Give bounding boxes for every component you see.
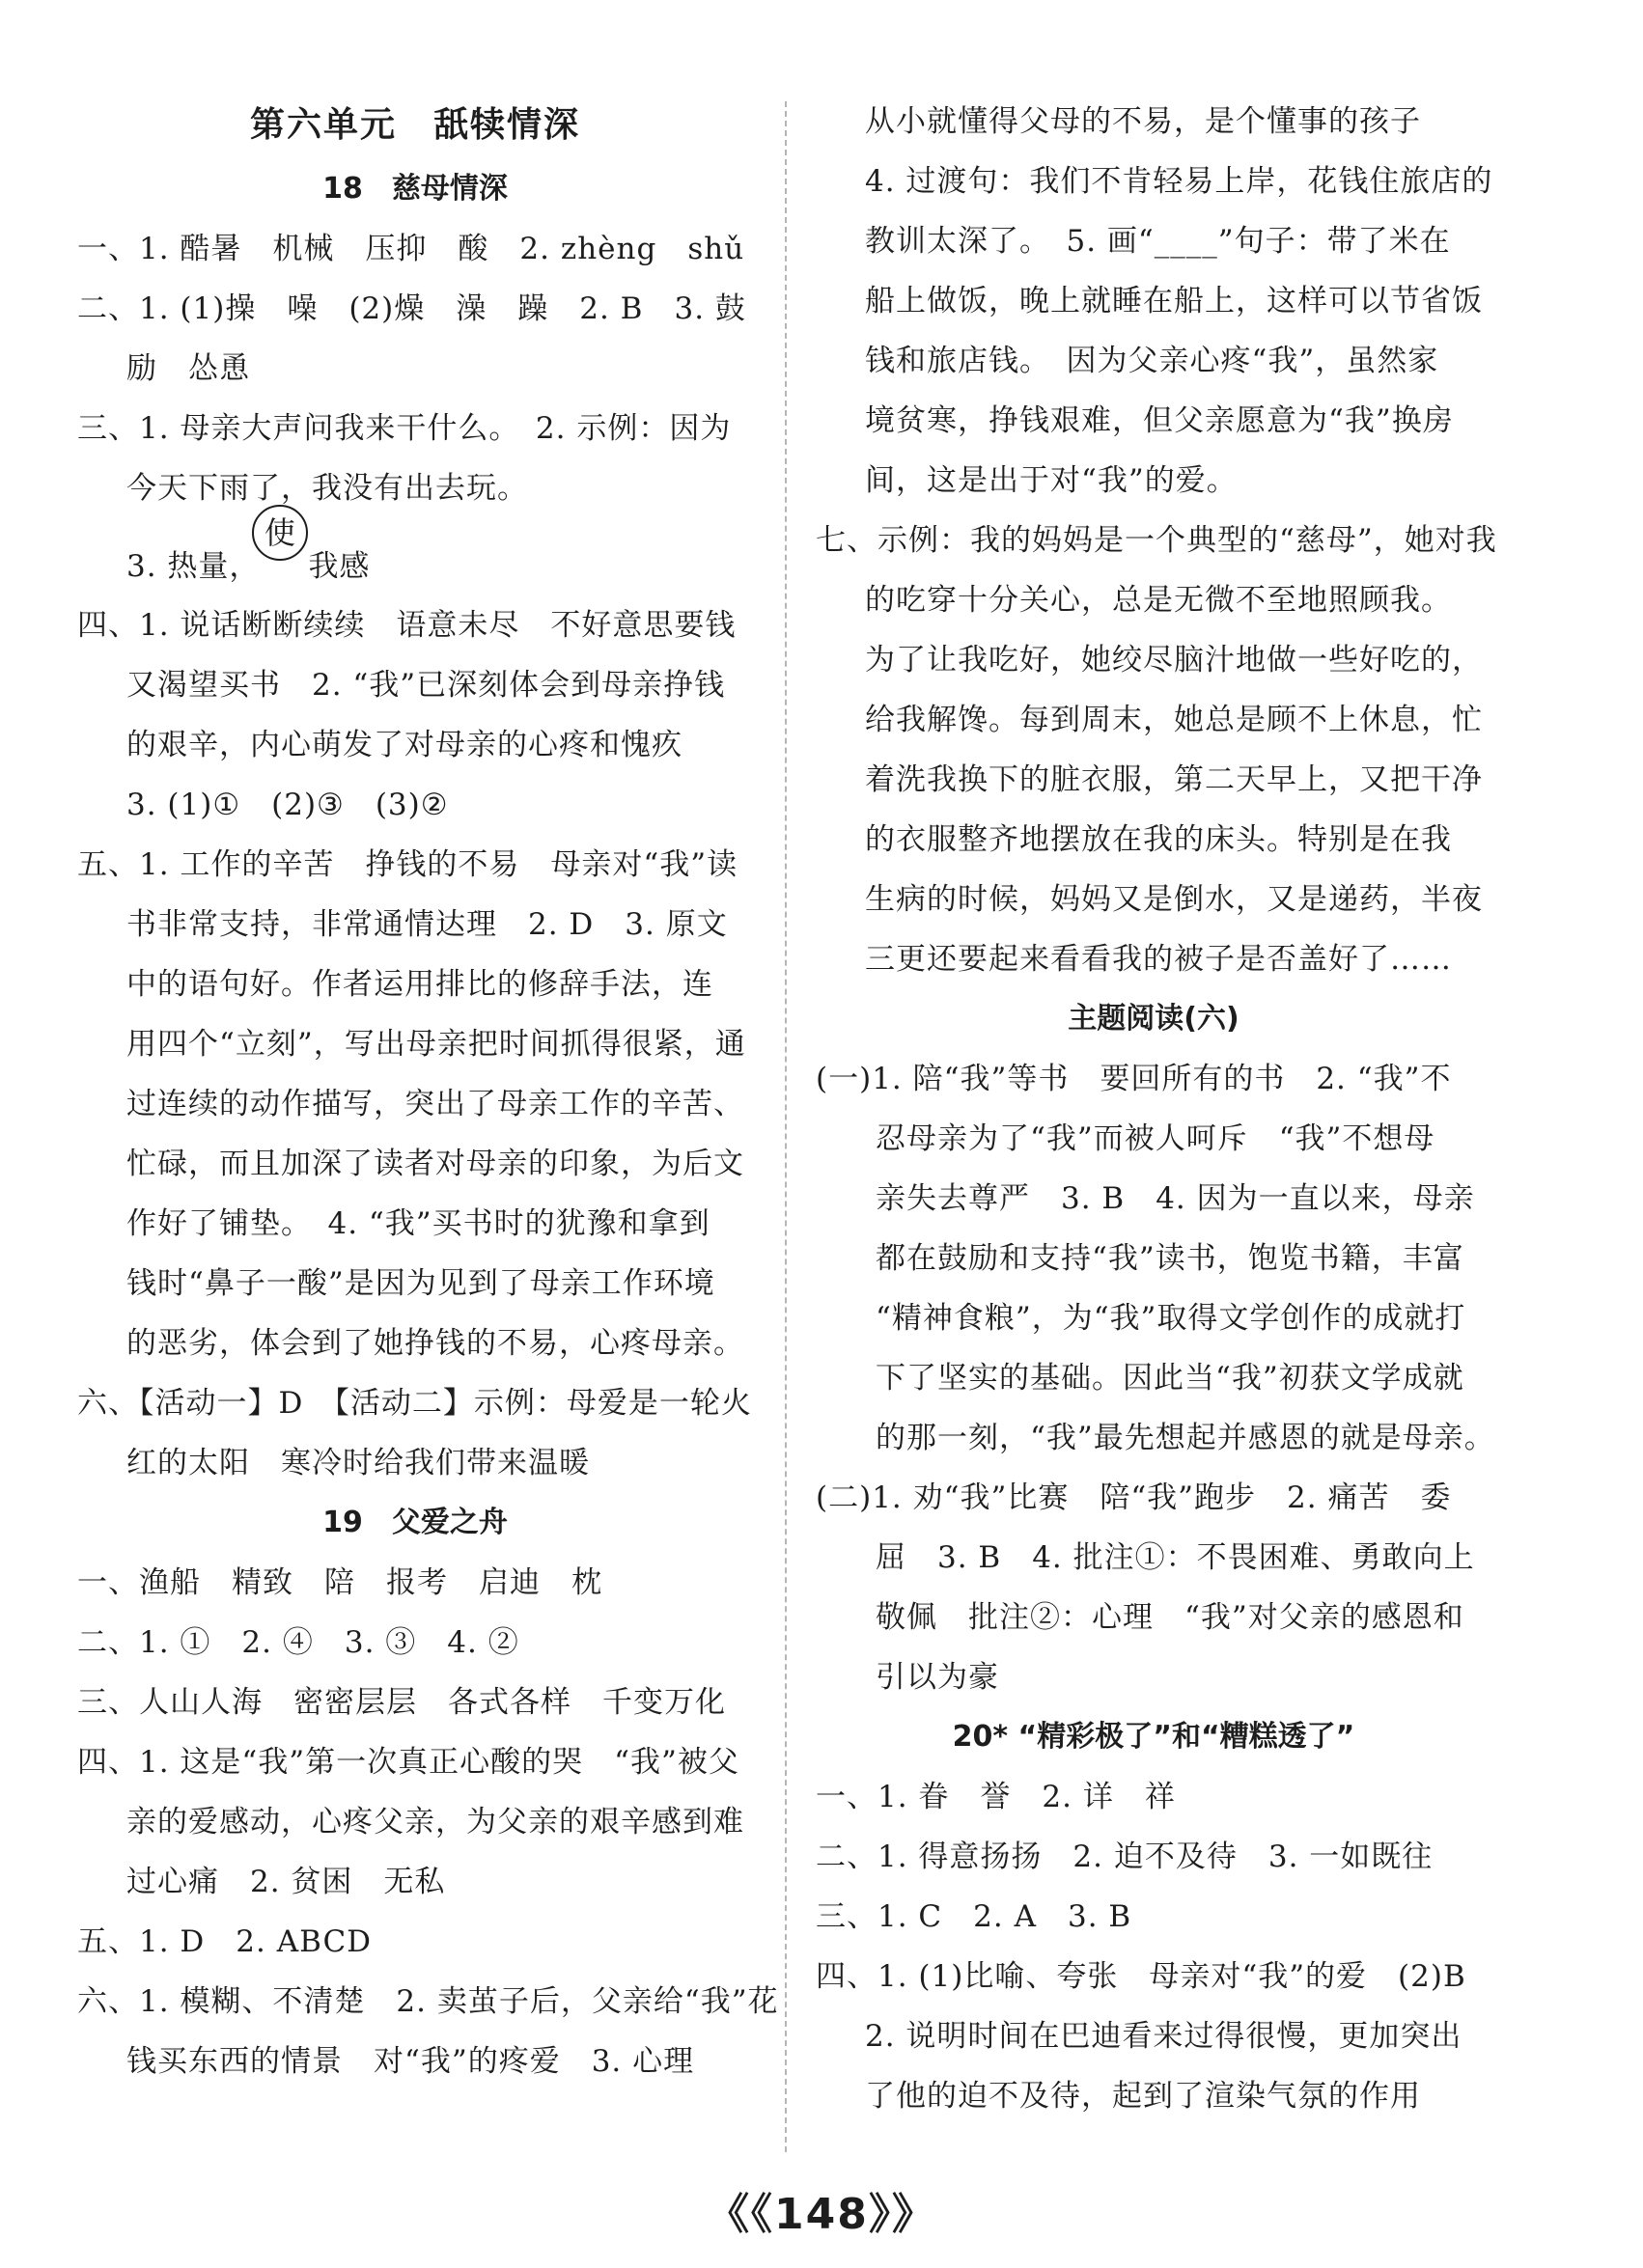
answer-line: 敬佩 批注②：心理 “我”对父亲的感恩和 bbox=[876, 1600, 1464, 1635]
answer-line: 船上做饭，晚上就睡在船上，这样可以节省饭 bbox=[865, 284, 1483, 318]
answer-line: 作好了铺垫。 4. “我”买书时的犹豫和拿到 bbox=[126, 1206, 710, 1241]
answer-line: 中的语句好。作者运用排比的修辞手法，连 bbox=[126, 967, 713, 1002]
answer-line: 2. 说明时间在巴迪看来过得很慢，更加突出 bbox=[865, 2019, 1462, 2054]
answer-line: 用四个“立刻”，写出母亲把时间抓得很紧，通 bbox=[126, 1027, 746, 1062]
answer-line: 二、1. 得意扬扬 2. 迫不及待 3. 一如既往 bbox=[816, 1839, 1434, 1874]
answer-line: 的艰辛，内心萌发了对母亲的心疼和愧疚 bbox=[126, 728, 682, 762]
answer-line: 钱时“鼻子一酸”是因为见到了母亲工作环境 bbox=[126, 1266, 715, 1301]
answer-line: 四、1. 说话断断续续 语意未尽 不好意思要钱 bbox=[77, 608, 737, 643]
answer-line: 四、1. (1)比喻、夸张 母亲对“我”的爱 (2)B bbox=[816, 1959, 1466, 1994]
answer-line: 屈 3. B 4. 批注①：不畏困难、勇敢向上 bbox=[876, 1540, 1475, 1575]
answer-line: 3. (1)① (2)③ (3)② bbox=[126, 788, 449, 822]
answer-line: 间，这是出于对“我”的爱。 bbox=[865, 463, 1238, 498]
answer-line: 给我解馋。每到周末，她总是顾不上休息，忙 bbox=[865, 703, 1483, 737]
answer-line: 六、1. 模糊、不清楚 2. 卖茧子后，父亲给“我”花 bbox=[77, 1984, 779, 2019]
answer-line: 下了坚实的基础。因此当“我”初获文学成就 bbox=[876, 1361, 1464, 1396]
answer-line: 引以为豪 bbox=[876, 1660, 999, 1695]
answer-line: 从小就懂得父母的不易，是个懂事的孩子 bbox=[865, 104, 1421, 139]
page-number: 《《148》》 bbox=[707, 2190, 936, 2239]
lesson-18-title: 18 慈母情深 bbox=[322, 172, 508, 206]
unit-title: 第六单元 舐犊情深 bbox=[249, 105, 580, 145]
lesson-20-title: 20* “精彩极了”和“糟糕透了” bbox=[952, 1720, 1355, 1754]
theme-reading-title: 主题阅读(六) bbox=[1068, 1002, 1239, 1036]
answer-line bbox=[77, 514, 753, 595]
answer-line: 过连续的动作描写，突出了母亲工作的辛苦、 bbox=[126, 1087, 744, 1121]
answer-line: 五、1. 工作的辛苦 挣钱的不易 母亲对“我”读 bbox=[77, 847, 738, 882]
answer-line: 今天下雨了，我没有出去玩。 bbox=[126, 471, 528, 506]
answer-line: 三、1. 母亲大声问我来干什么。 2. 示例：因为 bbox=[77, 411, 732, 446]
answer-line: 的吃穿十分关心，总是无微不至地照顾我。 bbox=[865, 583, 1452, 618]
answer-line: 一、1. 酷暑 机械 压抑 酸 2. zhèng shǔ bbox=[77, 232, 745, 266]
answer-line: 的那一刻，“我”最先想起并感恩的就是母亲。 bbox=[876, 1421, 1495, 1455]
answer-line: 五、1. D 2. ABCD bbox=[77, 1924, 373, 1959]
answer-line: 为了让我吃好，她绞尽脑汁地做一些好吃的， bbox=[865, 643, 1483, 678]
insert-mark-circle: 使 bbox=[252, 505, 308, 561]
answer-line: 教训太深了。 5. 画“____”句子：带了米在 bbox=[865, 224, 1451, 259]
answer-line: 三、1. C 2. A 3. B bbox=[816, 1899, 1132, 1934]
answer-line: 境贫寒，挣钱艰难，但父亲愿意为“我”换房 bbox=[865, 403, 1454, 438]
answer-line: 四、1. 这是“我”第一次真正心酸的哭 “我”被父 bbox=[77, 1745, 739, 1780]
left-column bbox=[77, 92, 779, 2091]
answer-line: 过心痛 2. 贫困 无私 bbox=[126, 1865, 446, 1899]
answer-line: 一、渔船 精致 陪 报考 启迪 枕 bbox=[77, 1565, 602, 1600]
answer-line: 红的太阳 寒冷时给我们带来温暖 bbox=[126, 1446, 590, 1480]
answer-line: 亲的爱感动，心疼父亲，为父亲的艰辛感到难 bbox=[126, 1805, 744, 1839]
answer-line: 一、1. 眷 誉 2. 详 祥 bbox=[816, 1780, 1176, 1814]
answer-line: 生病的时候，妈妈又是倒水，又是递药，半夜 bbox=[865, 882, 1483, 917]
answer-line: 三更还要起来看看我的被子是否盖好了…… bbox=[865, 942, 1452, 977]
answer-line: 的恶劣，体会到了她挣钱的不易，心疼母亲。 bbox=[126, 1326, 744, 1361]
answer-line: 二、1. (1)操 噪 (2)燥 澡 躁 2. B 3. 鼓 bbox=[77, 291, 746, 326]
answer-line: 4. 过渡句：我们不肯轻易上岸，花钱住旅店的 bbox=[865, 164, 1493, 199]
answer-line: 钱买东西的情景 对“我”的疼爱 3. 心理 bbox=[126, 2044, 695, 2079]
answer-line: 着洗我换下的脏衣服，第二天早上，又把干净 bbox=[865, 762, 1483, 797]
answer-line: 的衣服整齐地摆放在我的床头。特别是在我 bbox=[865, 822, 1452, 857]
answer-line: 都在鼓励和支持“我”读书，饱览书籍，丰富 bbox=[876, 1241, 1464, 1276]
answer-line: 忍母亲为了“我”而被人呵斥 “我”不想母 bbox=[876, 1121, 1435, 1156]
right-column bbox=[816, 92, 1497, 2126]
answer-text: 3. 热量， bbox=[126, 549, 261, 584]
answer-line: 亲失去尊严 3. B 4. 因为一直以来，母亲 bbox=[876, 1181, 1475, 1216]
lesson-19-title: 19 父爱之舟 bbox=[322, 1506, 508, 1539]
answer-line: 二、1. ① 2. ④ 3. ③ 4. ② bbox=[77, 1625, 519, 1660]
answer-line: 书非常支持，非常通情达理 2. D 3. 原文 bbox=[126, 907, 728, 942]
answer-line: (二)1. 劝“我”比赛 陪“我”跑步 2. 痛苦 委 bbox=[816, 1480, 1452, 1515]
answer-line: 忙碌，而且加深了读者对母亲的印象，为后文 bbox=[126, 1147, 744, 1181]
answer-line: 了他的迫不及待，起到了渲染气氛的作用 bbox=[865, 2079, 1421, 2114]
answer-line: 钱和旅店钱。 因为父亲心疼“我”，虽然家 bbox=[865, 344, 1439, 378]
answer-text: 我感 bbox=[308, 549, 371, 584]
answer-line: (一)1. 陪“我”等书 要回所有的书 2. “我”不 bbox=[816, 1062, 1452, 1096]
answer-line: 六、【活动一】D 【活动二】示例：母爱是一轮火 bbox=[77, 1386, 752, 1421]
answer-line: 三、人山人海 密密层层 各式各样 千变万化 bbox=[77, 1685, 726, 1720]
column-divider bbox=[785, 101, 787, 2152]
answer-line: 七、示例：我的妈妈是一个典型的“慈母”，她对我 bbox=[816, 523, 1497, 558]
answer-line: “精神食粮”，为“我”取得文学创作的成就打 bbox=[876, 1301, 1466, 1336]
answer-line: 又渴望买书 2. “我”已深刻体会到母亲挣钱 bbox=[126, 668, 726, 703]
answer-line: 励 怂恿 bbox=[126, 351, 250, 386]
